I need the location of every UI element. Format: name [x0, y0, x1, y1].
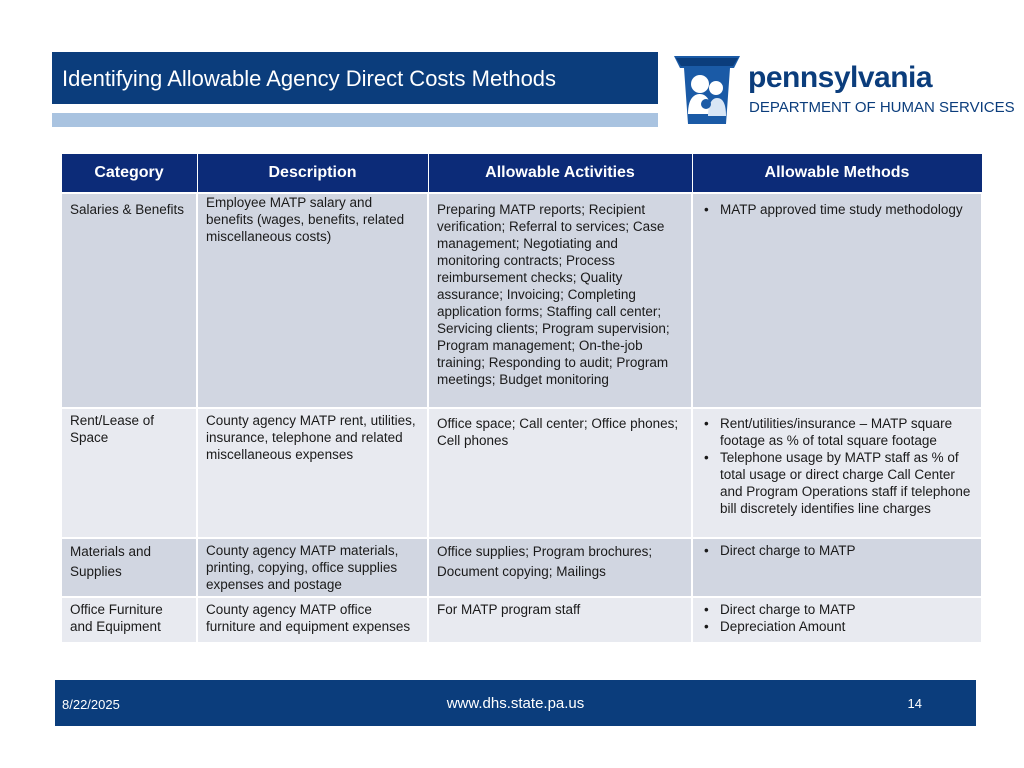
activities-cell: For MATP program staff [428, 597, 692, 643]
activities-cell: Office supplies; Program brochures; Document copying; Mailings [428, 538, 692, 597]
page-number: 14 [907, 696, 922, 711]
header-activities: Allowable Activities [428, 154, 692, 194]
methods-cell [692, 597, 982, 643]
logo-department: DEPARTMENT OF HUMAN SERVICES [749, 99, 1015, 116]
table-header-row [61, 154, 982, 194]
table-row [61, 597, 982, 643]
method-item: • MATP approved time study methodology [701, 201, 973, 218]
category-cell: Materials and Supplies [61, 538, 197, 597]
method-item: • Depreciation Amount [701, 618, 973, 635]
methods-cell [692, 193, 982, 408]
description-cell: County agency MATP materials, printing, copying, office supplies expenses and postage [197, 538, 428, 597]
category-cell: Rent/Lease of Space [61, 408, 197, 538]
methods-cell [692, 408, 982, 538]
category-cell: Office Furniture and Equipment [61, 597, 197, 643]
header-description: Description [197, 154, 428, 194]
slide-title: Identifying Allowable Agency Direct Costs Methods [62, 66, 557, 91]
header-category: Category [61, 154, 197, 194]
description-cell: Employee MATP salary and benefits (wages, benefits, related miscellaneous costs) [197, 193, 428, 408]
method-item: • Rent/utilities/insurance – MATP square footage as % of total square footage [701, 415, 973, 449]
category-cell: Salaries & Benefits [61, 193, 197, 408]
method-item: • Direct charge to MATP [701, 601, 973, 618]
keystone-family-icon [670, 54, 744, 126]
activities-cell: Preparing MATP reports; Recipient verification; Referral to services; Case management; Negotiating and monitoring contracts; Process reimbursement checks; Quality assurance; Invoicing; Completing application forms; Staffing call center; Servicing clients; Program supervision; Program management; On-the-job training; Responding to audit; Program meetings; Budget monitoring [428, 193, 692, 408]
footer-bar [55, 680, 976, 726]
table-row [61, 408, 982, 538]
header-methods: Allowable Methods [692, 154, 982, 194]
table-row [61, 193, 982, 408]
method-item: • Telephone usage by MATP staff as % of total usage or direct charge Call Center and Program Operations staff if telephone bill discretely identifies line charges [701, 449, 973, 517]
logo-wordmark: pennsylvania [748, 61, 933, 94]
description-cell: County agency MATP rent, utilities, insurance, telephone and related miscellaneous expenses [197, 408, 428, 538]
method-item: • Direct charge to MATP [701, 542, 973, 559]
footer-date: 8/22/2025 [62, 697, 120, 712]
methods-cell [692, 538, 982, 597]
table-row [61, 538, 982, 597]
activities-cell: Office space; Call center; Office phones; Cell phones [428, 408, 692, 538]
title-underline [52, 113, 658, 127]
footer-url[interactable]: www.dhs.state.pa.us [446, 695, 585, 712]
title-bar [52, 52, 658, 104]
allowable-costs-table [60, 153, 983, 644]
dhs-logo [668, 52, 1015, 127]
description-cell: County agency MATP office furniture and equipment expenses [197, 597, 428, 643]
